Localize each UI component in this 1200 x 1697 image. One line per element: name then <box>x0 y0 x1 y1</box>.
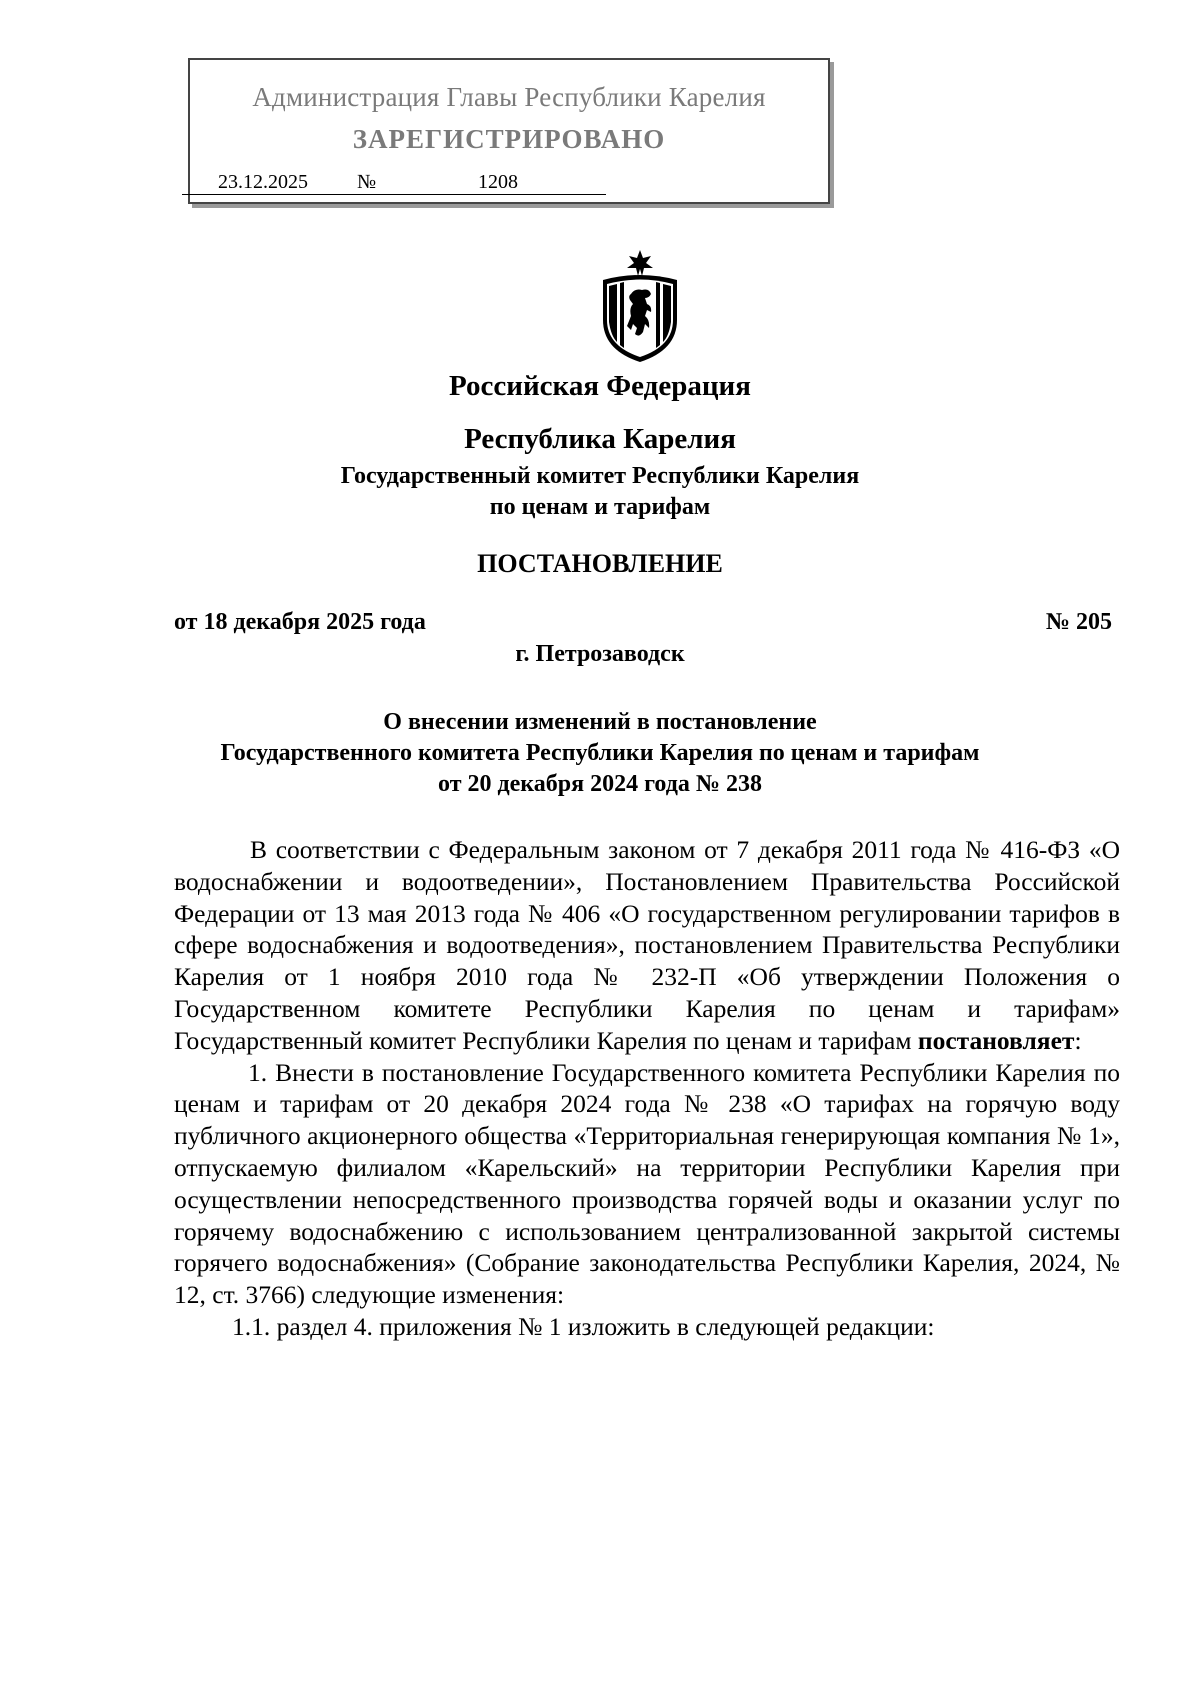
preamble-decree-word: постановляет <box>917 1025 1075 1055</box>
committee-heading-line1: Государственный комитет Республики Карелия <box>340 463 860 489</box>
document-title-line2: Государственного комитета Республики Карелия по ценам и тарифам <box>220 740 980 766</box>
document-title-line1: О внесении изменений в постановление <box>383 709 817 735</box>
document-title-line3: от 20 декабря 2024 года № 238 <box>438 771 762 797</box>
committee-heading-line2: по ценам и тарифам <box>489 494 711 520</box>
document-type: ПОСТАНОВЛЕНИЕ <box>477 549 723 578</box>
document-body <box>174 834 1120 1343</box>
preamble-end: : <box>1074 1025 1082 1055</box>
stamp-registered-label: ЗАРЕГИСТРИРОВАНО <box>352 124 666 154</box>
body-paragraph-preamble <box>174 834 1120 1057</box>
country-heading: Российская Федерация <box>449 370 751 402</box>
republic-heading: Республика Карелия <box>464 423 736 455</box>
karelia-coat-of-arms-icon <box>597 250 683 364</box>
document-number: № 205 <box>1045 609 1112 635</box>
stamp-administration-label: Администрация Главы Республики Карелия <box>252 82 766 112</box>
body-paragraph-item-1-1: 1.1. раздел 4. приложения № 1 изложить в следующей редакции: <box>232 1311 935 1341</box>
stamp-date: 23.12.2025 <box>218 171 308 193</box>
body-paragraph-item-1: 1. Внести в постановление Государственного комитета Республики Карелия по ценам и тарифам от 20 декабря 2024 года № 238 «О тарифах на горячую воду публичного акционерного общества «Территориальная генерирующая компания № 1», отпускаемую филиалом «Карельский» на территории Республики Карелия при осуществлении непосредственного производства горячей воды и оказании услуг по горячему водоснабжению с использованием централизованной закрытой системы горячего водоснабжения» (Собрание законодательства Республики Карелия, 2024, № 12, ст. 3766) следующие изменения: <box>174 1057 1120 1310</box>
stamp-number-label: № <box>357 171 377 193</box>
stamp-number: 1208 <box>478 171 518 193</box>
document-city: г. Петрозаводск <box>515 641 685 667</box>
stamp-registration-line <box>182 170 606 195</box>
preamble-text: В соответствии с Федеральным законом от 7 декабря 2011 года № 416-ФЗ «О водоснабжении и водоотведении», Постановлением Правительства Российской Федерации от 13 мая 2013 года № 406 «О государственном регулировании тарифов в сфере водоснабжения и водоотведения», постановлением Правительства Республики Карелия от 1 ноября 2010 года № 232-П «Об утверждении Положения о Государственном комитете Республики Карелия по ценам и тарифам» Государственный комитет Республики Карелия по ценам и тарифам <box>174 835 1120 1055</box>
document-date: от 18 декабря 2025 года <box>174 609 426 635</box>
